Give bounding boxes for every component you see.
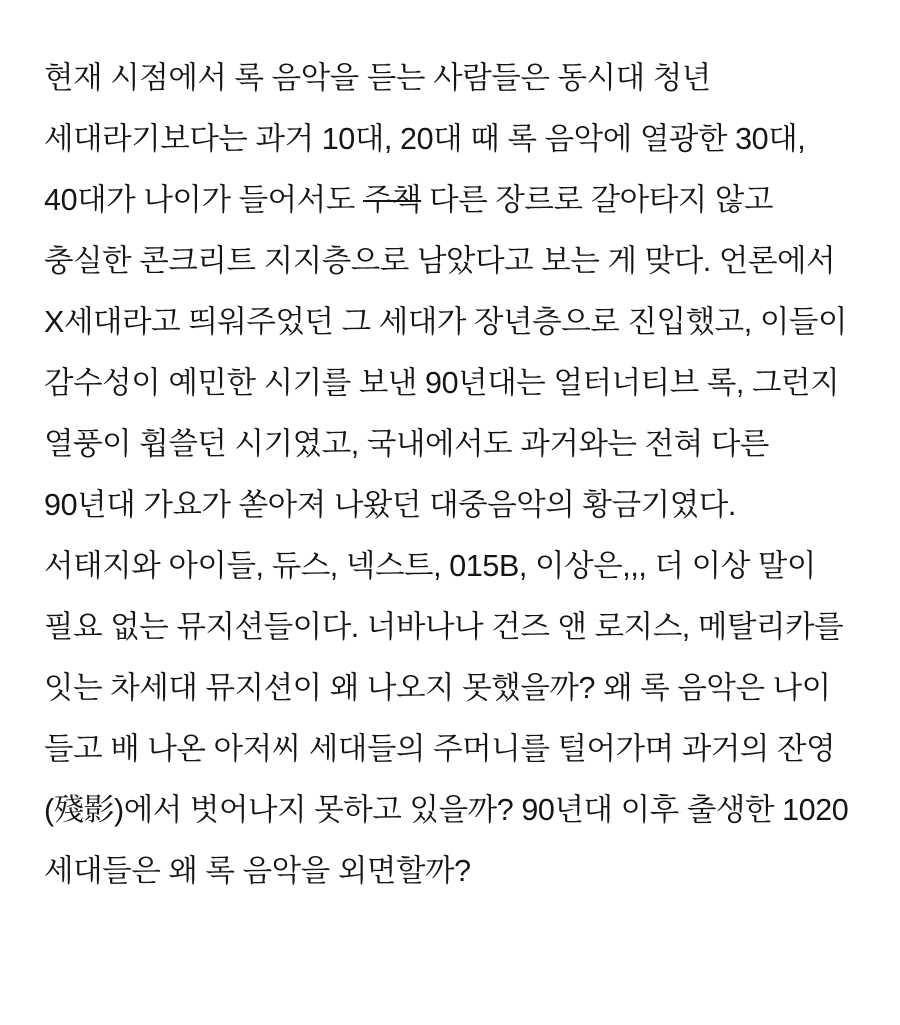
struck-through-word: 주책 bbox=[362, 183, 422, 217]
paragraph-segment-2: 다른 장르로 갈아타지 않고 충실한 콘크리트 지지층으로 남았다고 보는 게 맞다. 언론에서 X세대라고 띄워주었던 그 세대가 장년층으로 진입했고, 이들이 감수성이 예민한 시기를 보낸 90년대는 얼터너티브 록, 그런지 열풍이 휩쓸던 시기였고, 국내에서도 과거와는 전혀 다른 90년대 가요가 쏟아져 나왔던 대중음악의 황금기였다. 서태지와 아이들, 듀스, 넥스트, 015B, 이상은,,, 더 이상 말이 필요 없는 뮤지션들이다. 너바나나 건즈 앤 로지스, 메탈리카를 잇는 차세대 뮤지션이 왜 나오지 못했을까? 왜 록 음악은 나이 들고 배 나온 아저씨 세대들의 주머니를 털어가며 과거의 잔영(殘影)에서 벗어나지 못하고 있을까? 90년대 이후 출생한 1020 세대들은 왜 록 음악을 외면할까? bbox=[44, 183, 857, 888]
paragraph-segment-1: 현재 시점에서 록 음악을 듣는 사람들은 동시대 청년 세대라기보다는 과거 10대, 20대 때 록 음악에 열광한 30대, 40대가 나이가 들어서도 bbox=[44, 61, 814, 217]
paragraph bbox=[44, 48, 856, 902]
article-body bbox=[44, 48, 856, 902]
